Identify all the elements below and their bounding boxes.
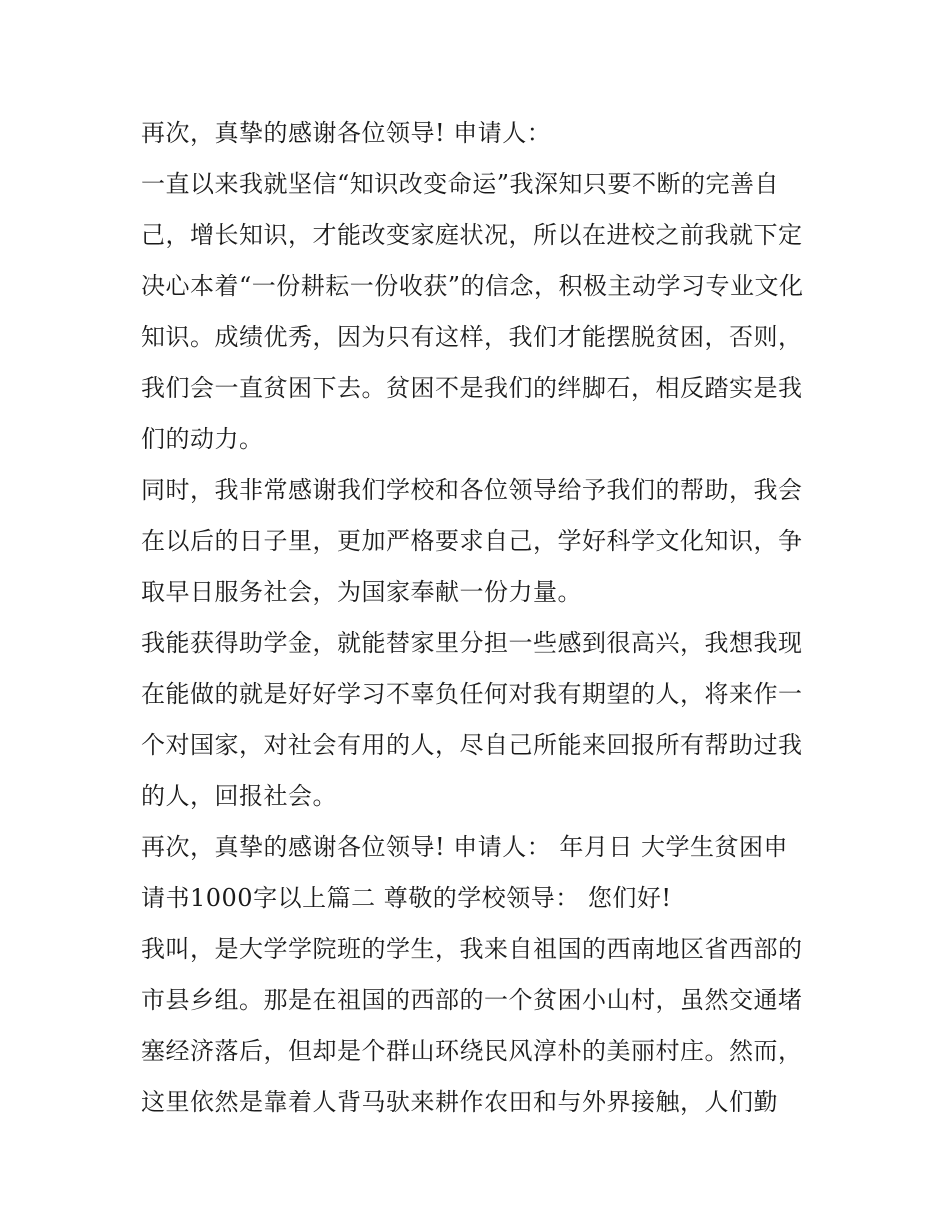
- text-line: 这里依然是靠着人背马驮来耕作农田和与外界接触，人们勤: [141, 1088, 778, 1116]
- text-line: 己，增长知识，才能改变家庭状况，所以在进校之前我就下定: [141, 221, 803, 249]
- document-body: [141, 108, 821, 1128]
- text-line: 个对国家，对社会有用的人，尽自己所能来回报所有帮助过我: [141, 731, 803, 759]
- text-line: 再次，真挚的感谢各位领导! 申请人：: [141, 119, 552, 147]
- text-line: 请书1000字以上篇二 尊敬的学校领导： 您们好!: [141, 884, 672, 912]
- text-line: 塞经济落后，但却是个群山环绕民风淳朴的美丽村庄。然而，: [141, 1037, 803, 1065]
- text-line: 一直以来我就坚信“知识改变命运”我深知只要不断的完善自: [141, 170, 780, 198]
- text-line: 我能获得助学金，就能替家里分担一些感到很高兴，我想我现: [141, 629, 803, 657]
- text-line: 们的动力。: [141, 425, 264, 453]
- text-line: 同时，我非常感谢我们学校和各位领导给予我们的帮助，我会: [141, 476, 803, 504]
- text-line: 知识。成绩优秀，因为只有这样，我们才能摆脱贫困，否则，: [141, 323, 803, 351]
- text-line: 我叫，是大学学院班的学生，我来自祖国的西南地区省西部的: [141, 935, 803, 963]
- text-line: 的人，回报社会。: [141, 782, 337, 810]
- text-line: 市县乡组。那是在祖国的西部的一个贫困小山村，虽然交通堵: [141, 986, 803, 1014]
- text-line: 再次，真挚的感谢各位领导! 申请人： 年月日 大学生贫困申: [141, 833, 789, 861]
- text-line: 在以后的日子里，更加严格要求自己，学好科学文化知识，争: [141, 527, 803, 555]
- text-line: 我们会一直贫困下去。贫困不是我们的绊脚石，相反踏实是我: [141, 374, 803, 402]
- text-line: 取早日服务社会，为国家奉献一份力量。: [141, 578, 582, 606]
- text-line: 决心本着“一份耕耘一份收获”的信念，积极主动学习专业文化: [141, 272, 804, 300]
- text-line: 在能做的就是好好学习不辜负任何对我有期望的人，将来作一: [141, 680, 803, 708]
